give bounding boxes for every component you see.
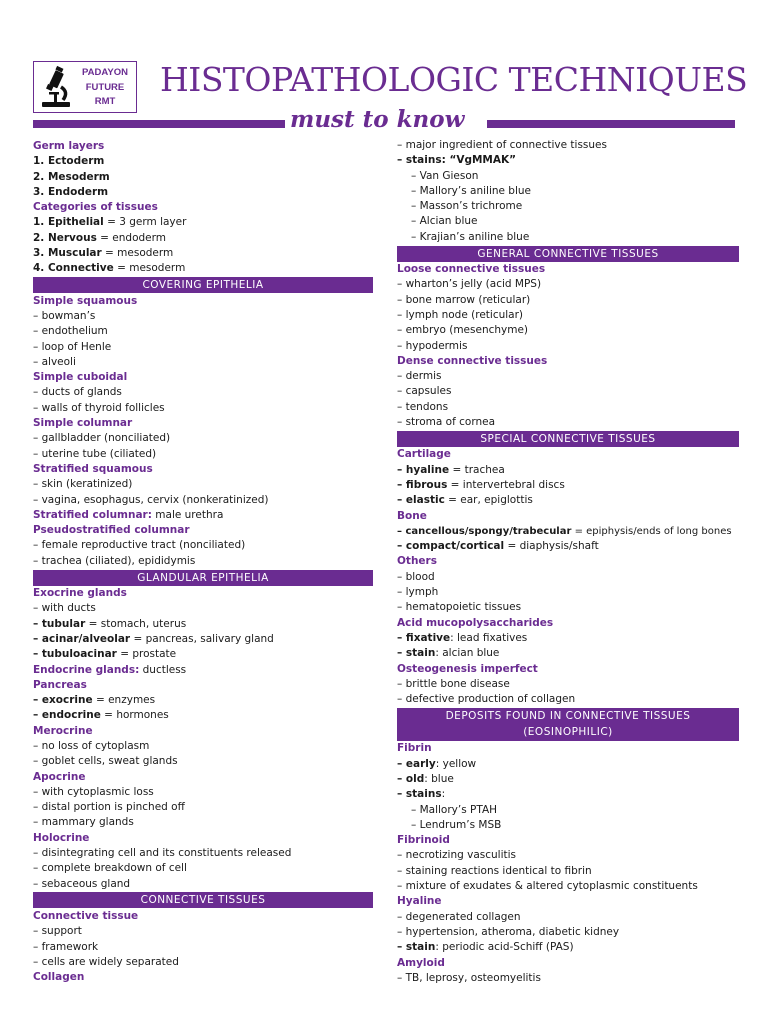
term: – exocrine — [33, 694, 93, 707]
list-item: – degenerated collagen — [397, 910, 521, 923]
definition: : blue — [424, 772, 454, 785]
list-item: – defective production of collagen — [397, 693, 576, 706]
list-item: – TB, leprosy, osteomyelitis — [397, 971, 541, 984]
term: – early — [397, 757, 436, 770]
list-item: – bone marrow (reticular) — [397, 293, 531, 306]
list-item: – walls of thyroid follicles — [33, 401, 165, 414]
list-item: – mixture of exudates & altered cytoplasmic constituents — [397, 880, 698, 893]
list-item: – complete breakdown of cell — [33, 862, 187, 875]
definition: = mesoderm — [101, 247, 174, 260]
definition: = 3 germ layer — [103, 216, 187, 229]
list-item: – disintegrating cell and its constituents released — [33, 847, 292, 860]
topic-heading: Pancreas — [33, 678, 87, 691]
list-item — [33, 508, 373, 523]
list-item: – loop of Henle — [33, 340, 112, 353]
definition: = hormones — [100, 709, 169, 722]
list-item — [33, 170, 373, 185]
page-title: HISTOPATHOLOGIC TECHNIQUES — [160, 60, 748, 99]
topic-heading: Others — [397, 555, 437, 568]
list-item: – ducts of glands — [33, 386, 122, 399]
list-item: – sebaceous gland — [33, 877, 131, 890]
list-item: – dermis — [397, 370, 442, 383]
list-item: – Van Gieson — [411, 169, 479, 182]
list-item: – distal portion is pinched off — [33, 801, 185, 814]
definition: : alcian blue — [435, 647, 500, 660]
topic-heading: Holocrine — [33, 831, 90, 844]
topic-heading: Simple columnar — [33, 417, 133, 430]
term: 1. Ectoderm — [33, 155, 105, 168]
topic-heading: Endocrine glands: — [33, 663, 140, 676]
list-item — [33, 693, 373, 708]
list-item — [33, 261, 373, 276]
list-item: – wharton’s jelly (acid MPS) — [397, 278, 542, 291]
term: – hyaline — [397, 463, 450, 476]
list-item — [397, 463, 739, 478]
topic-heading: Germ layers — [33, 140, 105, 152]
list-item: – gallbladder (nonciliated) — [33, 432, 171, 445]
term: – fibrous — [397, 478, 448, 491]
term: – stain — [397, 941, 436, 954]
list-item: – no loss of cytoplasm — [33, 739, 150, 752]
list-item: – with ducts — [33, 602, 96, 615]
logo-line: FUTURE — [85, 81, 125, 93]
topic-heading: Loose connective tissues — [397, 263, 546, 276]
topic-heading: Merocrine — [33, 724, 93, 737]
header-divider-left — [33, 120, 285, 128]
list-item: – hypertension, atheroma, diabetic kidney — [397, 925, 620, 938]
list-item — [397, 772, 739, 787]
term: – fixative — [397, 631, 451, 644]
list-item — [33, 663, 373, 678]
topic-heading: Categories of tissues — [33, 201, 158, 214]
section-header-connective-tissues: CONNECTIVE TISSUES — [33, 892, 373, 908]
definition: : — [441, 788, 446, 801]
topic-heading: Fibrinoid — [397, 834, 450, 847]
topic-heading: Connective tissue — [33, 909, 139, 922]
list-item — [33, 215, 373, 230]
list-item — [397, 478, 739, 493]
list-item — [33, 632, 373, 647]
list-item — [33, 708, 373, 723]
list-item — [33, 647, 373, 662]
list-item — [33, 246, 373, 261]
list-item — [33, 154, 373, 169]
section-header-line: DEPOSITS FOUND IN CONNECTIVE TISSUES — [445, 709, 691, 722]
definition: = pancreas, salivary gland — [130, 632, 274, 645]
topic-heading: Dense connective tissues — [397, 354, 548, 367]
list-item: – bowman’s — [33, 309, 96, 322]
topic-heading: Simple cuboidal — [33, 371, 128, 384]
list-item: – stains: “VgMMAK” — [397, 154, 517, 167]
section-header-glandular-epithelia: GLANDULAR EPITHELIA — [33, 570, 373, 586]
section-header-line: (EOSINOPHILIC) — [523, 726, 613, 739]
list-item: – Lendrum’s MSB — [411, 818, 502, 831]
list-item: – stroma of cornea — [397, 416, 496, 429]
list-item — [33, 617, 373, 632]
term: – compact/cortical — [397, 540, 505, 553]
list-item: – female reproductive tract (nonciliated) — [33, 539, 246, 552]
term: 3. Endoderm — [33, 185, 109, 198]
term: – endocrine — [33, 709, 101, 722]
list-item: – Mallory’s aniline blue — [411, 184, 532, 197]
logo — [33, 61, 137, 113]
definition: = mesoderm — [113, 262, 186, 275]
left-column — [33, 139, 373, 985]
definition: : yellow — [435, 757, 477, 770]
term: – acinar/alveolar — [33, 632, 131, 645]
definition: = trachea — [449, 463, 505, 476]
list-item: – trachea (ciliated), epididymis — [33, 554, 196, 567]
definition: = stomach, uterus — [85, 617, 187, 630]
section-header-special-connective: SPECIAL CONNECTIVE TISSUES — [397, 431, 739, 447]
definition: = ear, epiglottis — [444, 494, 533, 507]
topic-heading: Fibrin — [397, 742, 432, 755]
definition: : lead fixatives — [450, 631, 528, 644]
list-item: – lymph — [397, 586, 439, 599]
list-item: – support — [33, 925, 82, 938]
topic-heading: Collagen — [33, 971, 85, 984]
list-item: – tendons — [397, 400, 449, 413]
header-divider-right — [487, 120, 735, 128]
topic-heading: Stratified squamous — [33, 462, 153, 475]
definition: = prostate — [116, 648, 177, 661]
topic-heading: Acid mucopolysaccharides — [397, 616, 554, 629]
microscope-icon — [37, 65, 75, 109]
list-item: – capsules — [397, 385, 452, 398]
list-item — [397, 787, 739, 802]
term: – stain — [397, 647, 436, 660]
list-item — [33, 231, 373, 246]
list-item — [397, 646, 739, 661]
list-item — [397, 940, 739, 955]
definition: male urethra — [151, 508, 224, 521]
term: 3. Muscular — [33, 247, 102, 260]
topic-heading: Osteogenesis imperfect — [397, 662, 538, 675]
topic-heading: Pseudostratified columnar — [33, 524, 190, 537]
term: – stains — [397, 788, 442, 801]
list-item: – alveoli — [33, 355, 76, 368]
list-item: – with cytoplasmic loss — [33, 785, 154, 798]
list-item — [397, 493, 739, 508]
list-item: – goblet cells, sweat glands — [33, 755, 178, 768]
list-item: – major ingredient of connective tissues — [397, 139, 607, 151]
list-item: – cells are widely separated — [33, 955, 179, 968]
term: 1. Epithelial — [33, 216, 104, 229]
term: – cancellous/spongy/trabecular — [397, 525, 572, 537]
topic-heading: Exocrine glands — [33, 587, 127, 600]
topic-heading: Amyloid — [397, 956, 445, 969]
definition: = endoderm — [96, 231, 166, 244]
logo-line: PADAYON — [82, 67, 128, 78]
term: – old — [397, 772, 425, 785]
term: – elastic — [397, 494, 445, 507]
list-item: – hematopoietic tissues — [397, 601, 522, 614]
term: – tubuloacinar — [33, 648, 117, 661]
term: 2. Nervous — [33, 231, 97, 244]
list-item: – Krajian’s aniline blue — [411, 230, 530, 243]
topic-heading: Cartilage — [397, 448, 451, 461]
topic-heading: Bone — [397, 509, 427, 522]
right-column — [397, 138, 739, 986]
page-subtitle: must to know — [290, 106, 465, 133]
list-item: – Masson’s trichrome — [411, 200, 523, 213]
list-item: – vagina, esophagus, cervix (nonkeratinized) — [33, 493, 269, 506]
definition: : periodic acid-Schiff (PAS) — [435, 941, 574, 954]
section-header-deposits — [397, 708, 739, 741]
list-item: – brittle bone disease — [397, 677, 510, 690]
definition: = diaphysis/shaft — [504, 540, 599, 553]
list-item — [33, 185, 373, 200]
term: 4. Connective — [33, 262, 114, 275]
list-item — [397, 757, 739, 772]
list-item: – mammary glands — [33, 816, 134, 829]
logo-line: RMT — [94, 96, 116, 107]
topic-heading: Hyaline — [397, 895, 442, 908]
list-item: – Alcian blue — [411, 215, 478, 228]
list-item — [397, 539, 739, 554]
list-item: – lymph node (reticular) — [397, 308, 524, 321]
term: – tubular — [33, 617, 86, 630]
term: 2. Mesoderm — [33, 170, 110, 183]
topic-heading: Stratified columnar: — [33, 508, 152, 521]
list-item — [397, 631, 739, 646]
topic-heading: Apocrine — [33, 770, 86, 783]
definition: ductless — [139, 663, 187, 676]
section-header-general-connective: GENERAL CONNECTIVE TISSUES — [397, 246, 739, 262]
list-item: – skin (keratinized) — [33, 478, 133, 491]
list-item: – framework — [33, 940, 99, 953]
definition: = intervertebral discs — [447, 478, 565, 491]
definition: = epiphysis/ends of long bones — [571, 525, 732, 537]
list-item: – Mallory’s PTAH — [411, 803, 498, 816]
list-item: – necrotizing vasculitis — [397, 849, 516, 862]
list-item: – staining reactions identical to fibrin — [397, 864, 592, 877]
section-header-covering-epithelia: COVERING EPITHELIA — [33, 277, 373, 293]
definition: = enzymes — [92, 694, 156, 707]
list-item: – uterine tube (ciliated) — [33, 447, 157, 460]
list-item — [397, 524, 739, 539]
list-item: – blood — [397, 570, 435, 583]
list-item: – endothelium — [33, 325, 108, 338]
logo-text — [75, 66, 135, 110]
list-item: – embryo (mesenchyme) — [397, 324, 529, 337]
list-item: – hypodermis — [397, 339, 468, 352]
topic-heading: Simple squamous — [33, 294, 138, 307]
